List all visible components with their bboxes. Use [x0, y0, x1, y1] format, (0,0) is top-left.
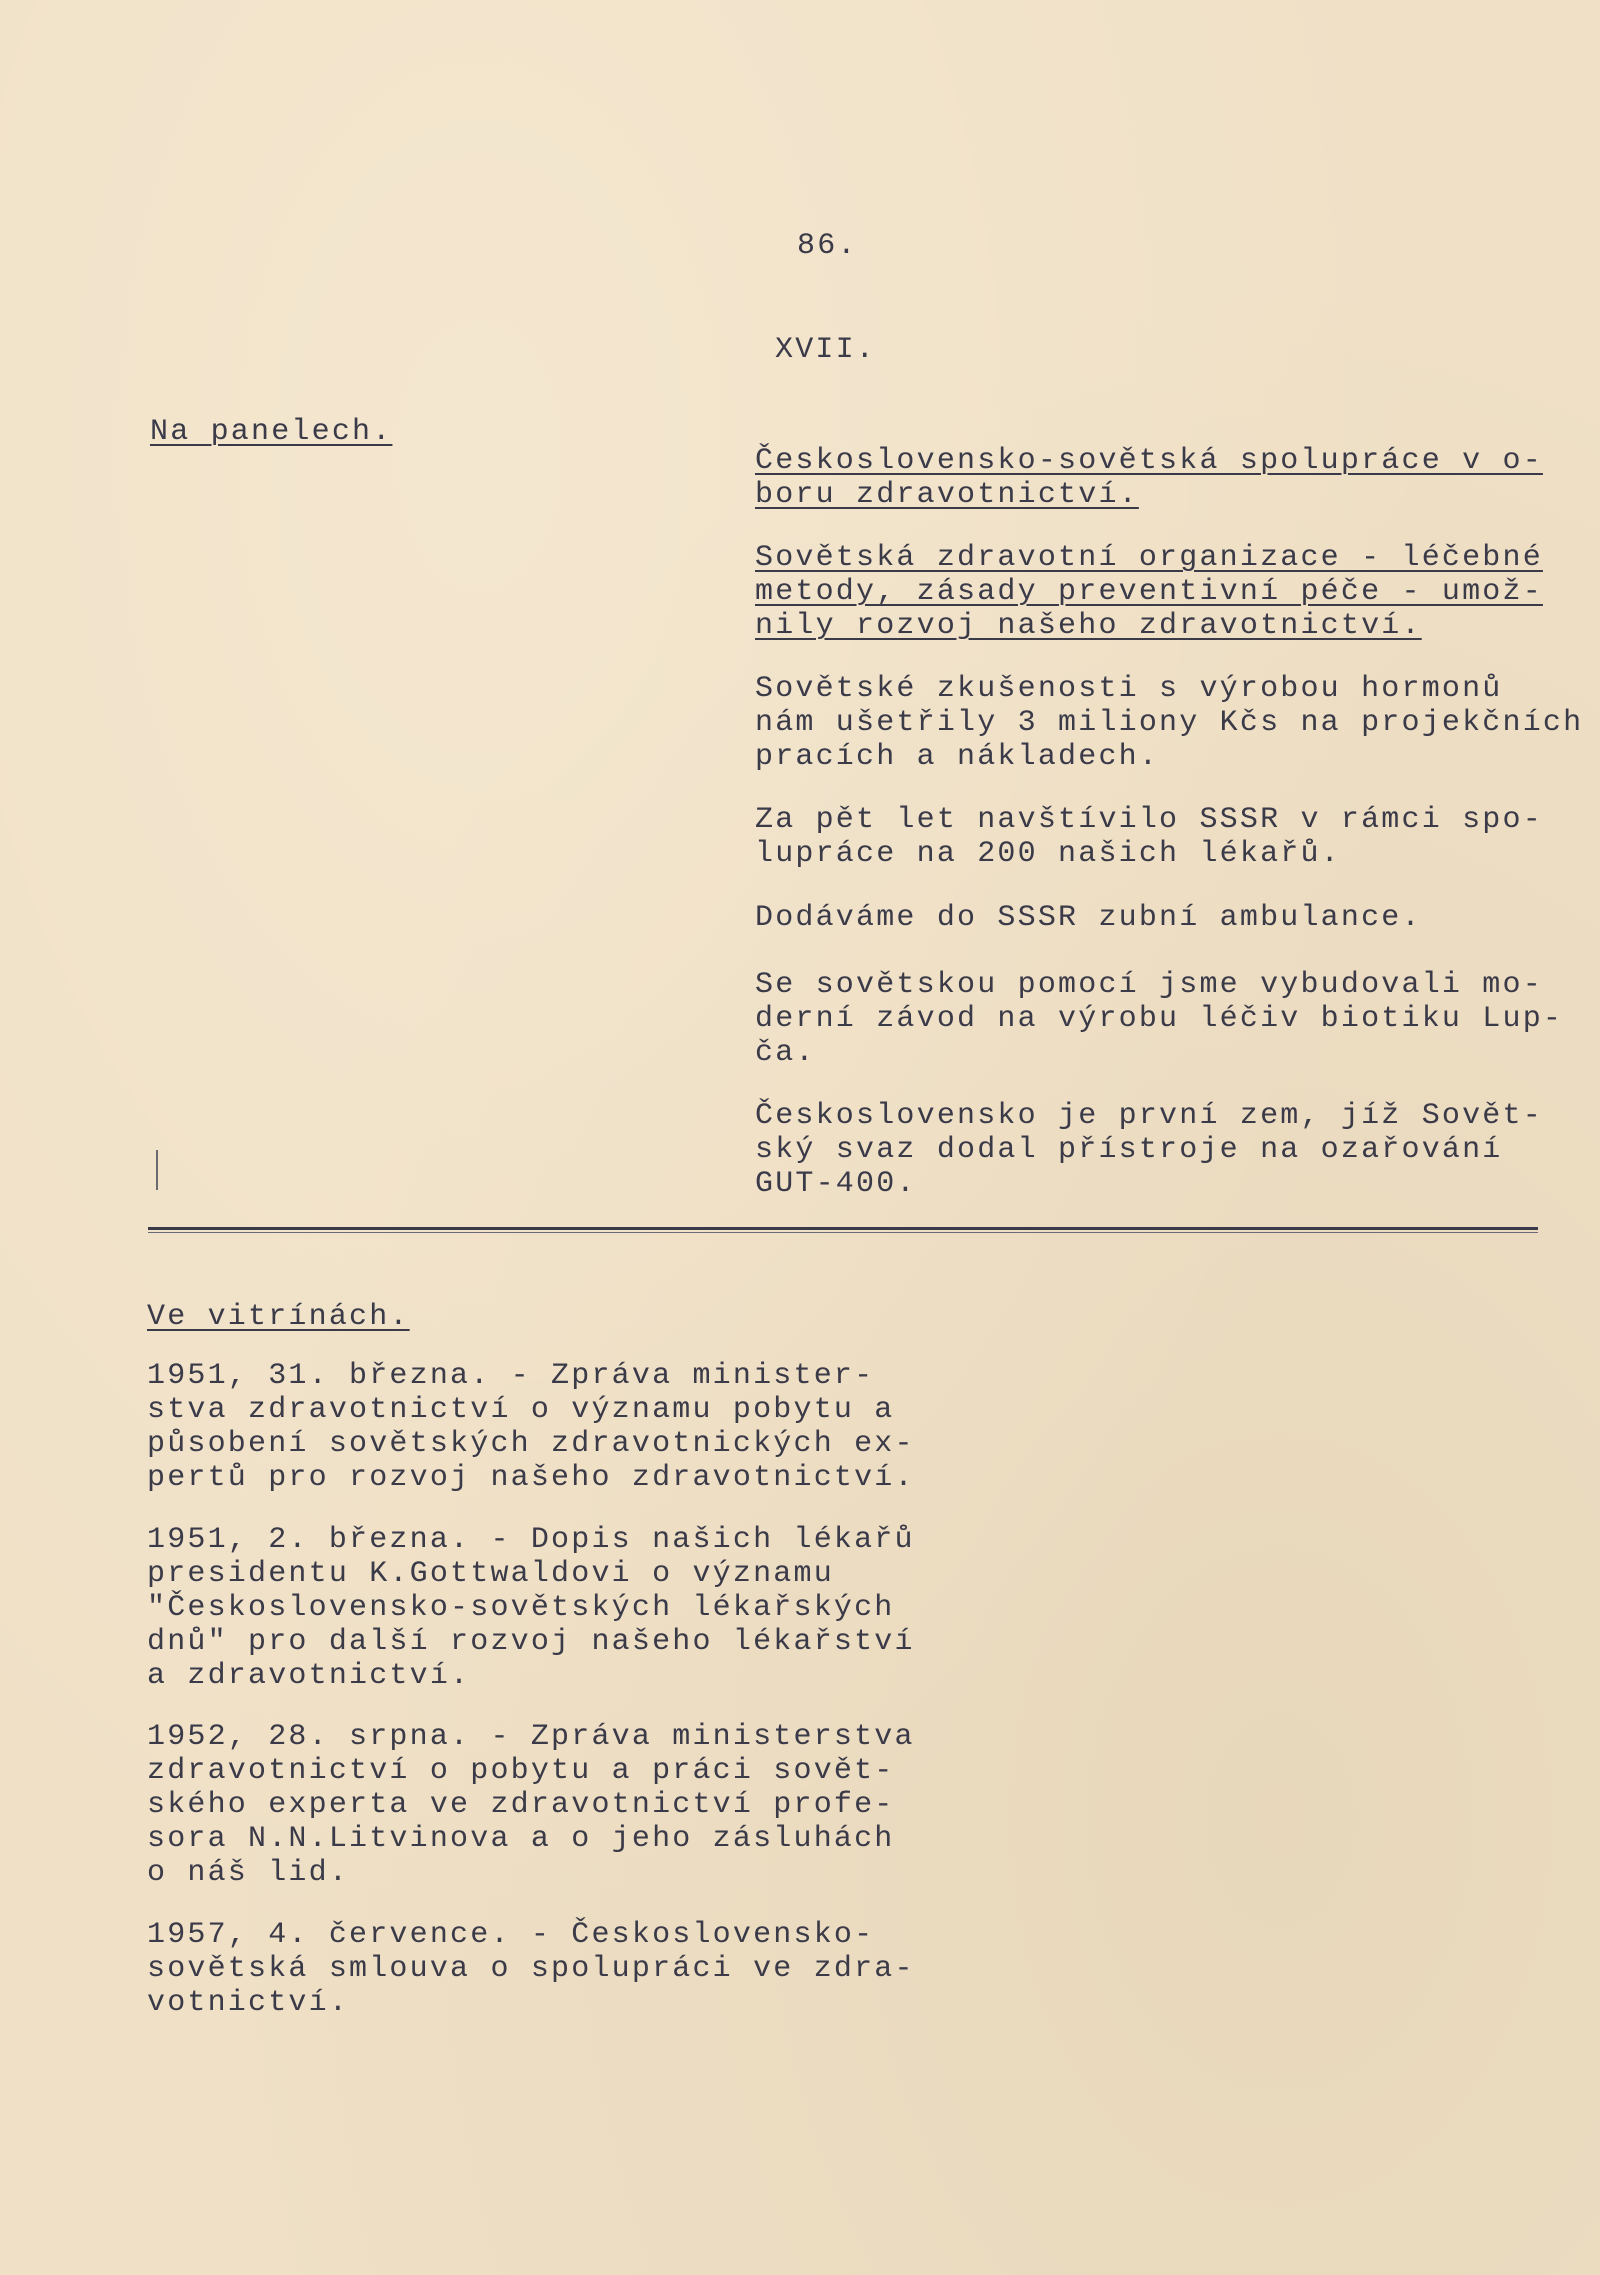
vitrine-entry-3 — [147, 1720, 915, 1890]
entry-line: sovětská smlouva o spolupráci ve zdra- — [147, 1952, 915, 1986]
paragraph-line: ský svaz dodal přístroje na ozařování — [755, 1133, 1503, 1167]
entry-line: "Československo-sovětských lékařských — [147, 1591, 895, 1625]
entry-line: a zdravotnictví. — [147, 1659, 471, 1693]
panel-title-2-line: metody, zásady preventivní péče - umož- — [755, 575, 1543, 609]
vitrines-heading: Ve vitrínách. — [147, 1300, 410, 1334]
page-number: 86. — [797, 229, 858, 263]
panel-paragraph-visits — [755, 803, 1543, 871]
panel-title-2 — [755, 541, 1543, 643]
entry-line: zdravotnictví o pobytu a práci sovět- — [147, 1754, 895, 1788]
vitrine-entry-2 — [147, 1523, 915, 1693]
paragraph-line: Sovětské zkušenosti s výrobou hormonů — [755, 672, 1503, 706]
paragraph-line: lupráce na 200 našich lékařů. — [755, 837, 1341, 871]
entry-line: 1951, 31. března. - Zpráva minister- — [147, 1359, 875, 1393]
entry-line: 1951, 2. března. - Dopis našich lékařů — [147, 1523, 915, 1557]
chapter-number: XVII. — [775, 333, 877, 367]
entry-line: 1952, 28. srpna. - Zpráva ministerstva — [147, 1720, 915, 1754]
panel-title-2-line: nily rozvoj našeho zdravotnictví. — [755, 609, 1422, 643]
margin-mark — [156, 1150, 158, 1190]
paragraph-line: nám ušetřily 3 miliony Kčs na projekčních — [755, 706, 1584, 740]
panel-paragraph-factory — [755, 968, 1563, 1070]
paragraph-line: ča. — [755, 1036, 816, 1070]
paragraph-line: Československo je první zem, jíž Sovět- — [755, 1099, 1543, 1133]
paragraph-line: pracích a nákladech. — [755, 740, 1160, 774]
section-divider-underline — [148, 1232, 1538, 1233]
panel-paragraph-hormones — [755, 672, 1583, 774]
panel-title-2-line: Sovětská zdravotní organizace - léčebné — [755, 541, 1543, 575]
entry-line: votnictví. — [147, 1986, 350, 2020]
entry-line: sora N.N.Litvinova a o jeho zásluhách — [147, 1822, 895, 1856]
paragraph-line: GUT-400. — [755, 1167, 917, 1201]
paragraph-line: derní závod na výrobu léčiv biotiku Lup- — [755, 1002, 1564, 1036]
entry-line: o náš lid. — [147, 1856, 350, 1890]
entry-line: působení sovětských zdravotnických ex- — [147, 1427, 915, 1461]
panel-paragraph-ambulance — [755, 901, 1422, 935]
panel-title-1-line: Československo-sovětská spolupráce v o- — [755, 444, 1543, 478]
section-divider — [148, 1227, 1538, 1230]
entry-line: dnů" pro další rozvoj našeho lékařství — [147, 1625, 915, 1659]
paragraph-line: Dodáváme do SSSR zubní ambulance. — [755, 901, 1422, 935]
panel-paragraph-gut400 — [755, 1099, 1543, 1201]
entry-line: 1957, 4. července. - Československo- — [147, 1918, 875, 1952]
vitrine-entry-4 — [147, 1918, 915, 2020]
panel-title-1-line: boru zdravotnictví. — [755, 478, 1139, 512]
vitrine-entry-1 — [147, 1359, 915, 1495]
entry-line: presidentu K.Gottwaldovi o významu — [147, 1557, 834, 1591]
paragraph-line: Za pět let navštívilo SSSR v rámci spo- — [755, 803, 1543, 837]
panel-title-1 — [755, 444, 1543, 512]
entry-line: stva zdravotnictví o významu pobytu a — [147, 1393, 895, 1427]
panels-heading: Na panelech. — [150, 415, 393, 449]
paragraph-line: Se sovětskou pomocí jsme vybudovali mo- — [755, 968, 1543, 1002]
entry-line: ského experta ve zdravotnictví profe- — [147, 1788, 895, 1822]
entry-line: pertů pro rozvoj našeho zdravotnictví. — [147, 1461, 915, 1495]
